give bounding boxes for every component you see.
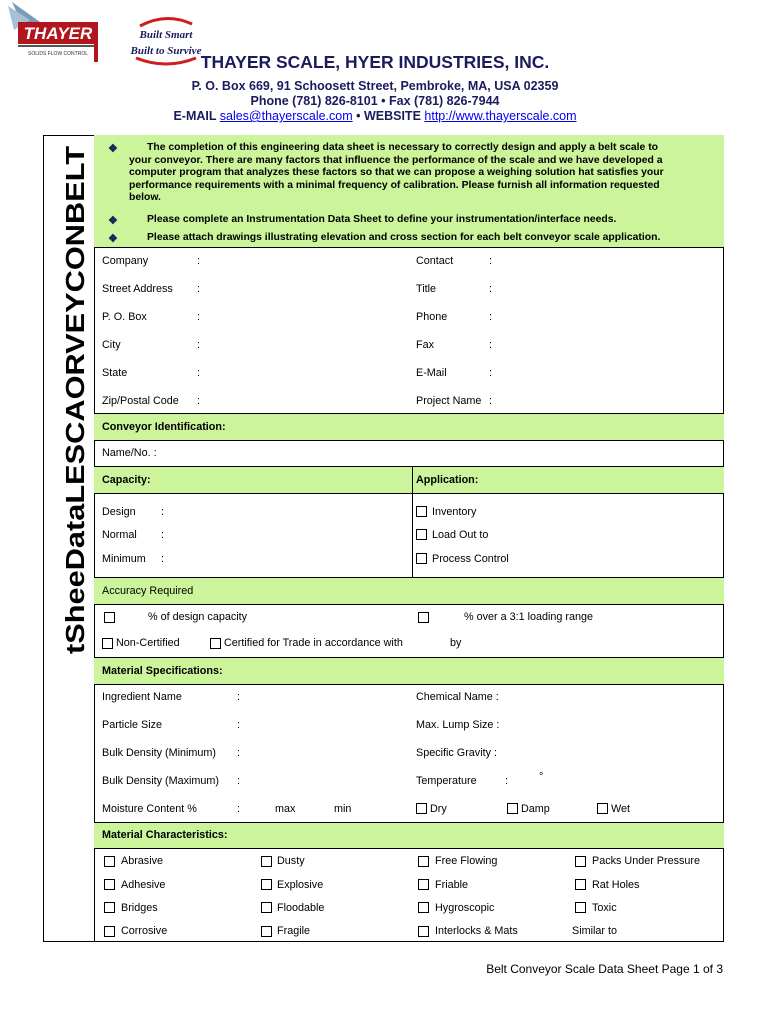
temperature-label: Temperature (416, 775, 477, 787)
colon: : (237, 803, 240, 815)
rat-holes-label: Rat Holes (592, 879, 640, 891)
divider (412, 467, 413, 493)
bulk-density-min-label: Bulk Density (Minimum) (102, 747, 216, 759)
non-certified-label: Non-Certified (116, 637, 180, 649)
intro-line: below. (129, 192, 161, 204)
minimum-label: Minimum (102, 553, 146, 565)
email-label-field: E-Mail (416, 367, 447, 379)
street-address-label: Street Address (102, 283, 173, 295)
title-label: Title (416, 283, 436, 295)
toxic-label: Toxic (592, 902, 617, 914)
company-phone: Phone (781) 826-8101 • Fax (781) 826-7944 (250, 94, 500, 108)
packs-under-pressure-checkbox[interactable] (575, 856, 586, 867)
adhesive-label: Adhesive (121, 879, 166, 891)
interlocks-checkbox[interactable] (418, 926, 429, 937)
colon: : (161, 506, 164, 518)
normal-label: Normal (102, 529, 137, 541)
bullet-icon: ❖ (108, 233, 118, 245)
fragile-label: Fragile (277, 925, 311, 937)
adhesive-checkbox[interactable] (104, 879, 115, 890)
project-name-label: Project Name (416, 395, 482, 407)
state-label: State (102, 367, 128, 379)
colon: : (197, 283, 200, 295)
colon: : (489, 283, 492, 295)
logo-text: THAYER (23, 24, 93, 43)
logo-subtext: SOLIDS FLOW CONTROL (27, 51, 89, 57)
city-label: City (102, 339, 121, 351)
colon: : (237, 691, 240, 703)
certified-checkbox[interactable] (210, 638, 221, 649)
po-box-label: P. O. Box (102, 311, 147, 323)
zip-label: Zip/Postal Code (102, 395, 179, 407)
capacity-heading-row (94, 467, 724, 494)
bridges-label: Bridges (121, 902, 158, 914)
particle-size-label: Particle Size (102, 719, 163, 731)
intro-paragraph-1 (129, 142, 714, 205)
colon: : (505, 775, 508, 787)
colon: : (197, 395, 200, 407)
hygroscopic-label: Hygroscopic (435, 902, 495, 914)
conveyor-name-row (94, 441, 724, 467)
process-control-label: Process Control (432, 553, 509, 565)
colon: : (489, 367, 492, 379)
abrasive-label: Abrasive (121, 855, 164, 867)
colon: : (237, 747, 240, 759)
dry-checkbox[interactable] (416, 803, 427, 814)
contact-section (94, 248, 724, 414)
specific-gravity-label: Specific Gravity : (416, 747, 497, 759)
thayer-logo (0, 0, 106, 66)
application-heading: Application: (416, 474, 479, 486)
intro-section (94, 135, 724, 248)
toxic-checkbox[interactable] (575, 902, 586, 913)
email-website-line (150, 109, 600, 123)
free-flowing-checkbox[interactable] (418, 856, 429, 867)
dry-label: Dry (430, 803, 447, 815)
colon: : (197, 255, 200, 267)
dusty-label: Dusty (277, 855, 305, 867)
material-specs-heading: Material Specifications: (102, 665, 223, 677)
non-certified-checkbox[interactable] (102, 638, 113, 649)
chemical-name-label: Chemical Name : (416, 691, 499, 703)
colon: : (489, 255, 492, 267)
wet-checkbox[interactable] (597, 803, 608, 814)
conveyor-id-heading: Conveyor Identification: (102, 421, 226, 433)
phone-label: Phone (416, 311, 448, 323)
damp-checkbox[interactable] (507, 803, 518, 814)
bullet-icon: ❖ (108, 215, 118, 227)
interlocks-label: Interlocks & Mats (435, 925, 518, 937)
min-label: min (334, 803, 352, 815)
website-label: • WEBSITE (352, 109, 425, 123)
design-capacity-label: % of design capacity (148, 611, 248, 623)
material-chars-section (94, 849, 724, 942)
friable-label: Friable (435, 879, 469, 891)
vertical-title-text: tSheeDataLESCAORVEYCONBELT (62, 232, 90, 654)
hygroscopic-checkbox[interactable] (418, 902, 429, 913)
damp-label: Damp (521, 803, 550, 815)
packs-under-pressure-label: Packs Under Pressure (592, 855, 701, 867)
capacity-section (94, 494, 724, 578)
name-no-label: Name/No. : (102, 447, 157, 459)
bridges-checkbox[interactable] (104, 902, 115, 913)
slogan-line-2: Built to Survive (131, 45, 202, 57)
company-name: THAYER SCALE, HYER INDUSTRIES, INC. (200, 52, 550, 72)
material-chars-heading: Material Characteristics: (102, 829, 228, 841)
intro-line: your conveyor. There are many factors that influence the performance of the scale and we have developed a (129, 154, 663, 166)
colon: : (161, 553, 164, 565)
contact-label: Contact (416, 255, 454, 267)
wet-label: Wet (611, 803, 630, 815)
company-label: Company (102, 255, 149, 267)
email-label: E-MAIL (173, 109, 220, 123)
company-address: P. O. Box 669, 91 Schoosett Street, Pembroke, MA, USA 02359 (191, 79, 559, 93)
load-out-checkbox[interactable] (416, 529, 427, 540)
design-label: Design (102, 506, 136, 518)
colon: : (197, 311, 200, 323)
friable-checkbox[interactable] (418, 879, 429, 890)
abrasive-checkbox[interactable] (104, 856, 115, 867)
max-label: max (275, 803, 296, 815)
floodable-label: Floodable (277, 902, 325, 914)
degree-symbol: ° (539, 771, 544, 783)
colon: : (489, 395, 492, 407)
accuracy-heading-row (94, 578, 724, 605)
divider (412, 494, 413, 577)
colon: : (161, 529, 164, 541)
intro-line: performance requirements with a minimal frequency of calibration. Please furnish all information requested (129, 179, 660, 191)
inventory-label: Inventory (432, 506, 477, 518)
accuracy-heading: Accuracy Required (102, 585, 194, 597)
floodable-checkbox[interactable] (261, 902, 272, 913)
email-link[interactable]: sales@thayerscale.com (219, 109, 353, 123)
corrosive-label: Corrosive (121, 925, 168, 937)
loading-range-label: % over a 3:1 loading range (464, 611, 594, 623)
process-control-checkbox[interactable] (416, 553, 427, 564)
intro-line: The completion of this engineering data sheet is necessary to correctly design and apply a belt scale to (147, 142, 659, 153)
colon: : (197, 339, 200, 351)
rat-holes-checkbox[interactable] (575, 879, 586, 890)
accuracy-section (94, 605, 724, 658)
fax-label: Fax (416, 339, 434, 351)
by-label: by (450, 637, 462, 649)
loading-range-checkbox[interactable] (418, 612, 429, 623)
vertical-title (48, 142, 98, 658)
corrosive-checkbox[interactable] (104, 926, 115, 937)
intro-paragraph-2: Please complete an Instrumentation Data Sheet to define your instrumentation/interface needs. (147, 214, 617, 225)
colon: : (237, 775, 240, 787)
conveyor-id-heading-row (94, 414, 724, 441)
free-flowing-label: Free Flowing (435, 855, 498, 867)
moisture-content-label: Moisture Content % (102, 803, 197, 815)
capacity-heading: Capacity: (102, 474, 151, 486)
certified-label: Certified for Trade in accordance with (224, 637, 403, 649)
ingredient-name-label: Ingredient Name (102, 691, 182, 703)
design-capacity-checkbox[interactable] (104, 612, 115, 623)
intro-paragraph-3: Please attach drawings illustrating elevation and cross section for each belt conveyor scale application. (147, 232, 661, 243)
bulk-density-max-label: Bulk Density (Maximum) (102, 775, 219, 787)
fragile-checkbox[interactable] (261, 926, 272, 937)
colon: : (489, 339, 492, 351)
material-chars-heading-row (94, 823, 724, 849)
website-link[interactable]: http://www.thayerscale.com (424, 109, 577, 123)
bullet-icon: ❖ (108, 143, 118, 155)
material-specs-section (94, 685, 724, 823)
explosive-checkbox[interactable] (261, 879, 272, 890)
explosive-label: Explosive (277, 879, 324, 891)
max-lump-size-label: Max. Lump Size : (416, 719, 500, 731)
inventory-checkbox[interactable] (416, 506, 427, 517)
slogan-line-1: Built Smart (140, 29, 193, 41)
dusty-checkbox[interactable] (261, 856, 272, 867)
intro-line: computer program that analyzes these factors so that we can propose a weighing solution hat satisfies your (129, 167, 664, 179)
colon: : (489, 311, 492, 323)
load-out-label: Load Out to (432, 529, 489, 541)
logo-arc-top (140, 18, 192, 26)
colon: : (237, 719, 240, 731)
colon: : (197, 367, 200, 379)
similar-to-label: Similar to (572, 925, 617, 937)
material-specs-heading-row (94, 658, 724, 685)
page-footer: Belt Conveyor Scale Data Sheet Page 1 of 3 (486, 962, 723, 976)
